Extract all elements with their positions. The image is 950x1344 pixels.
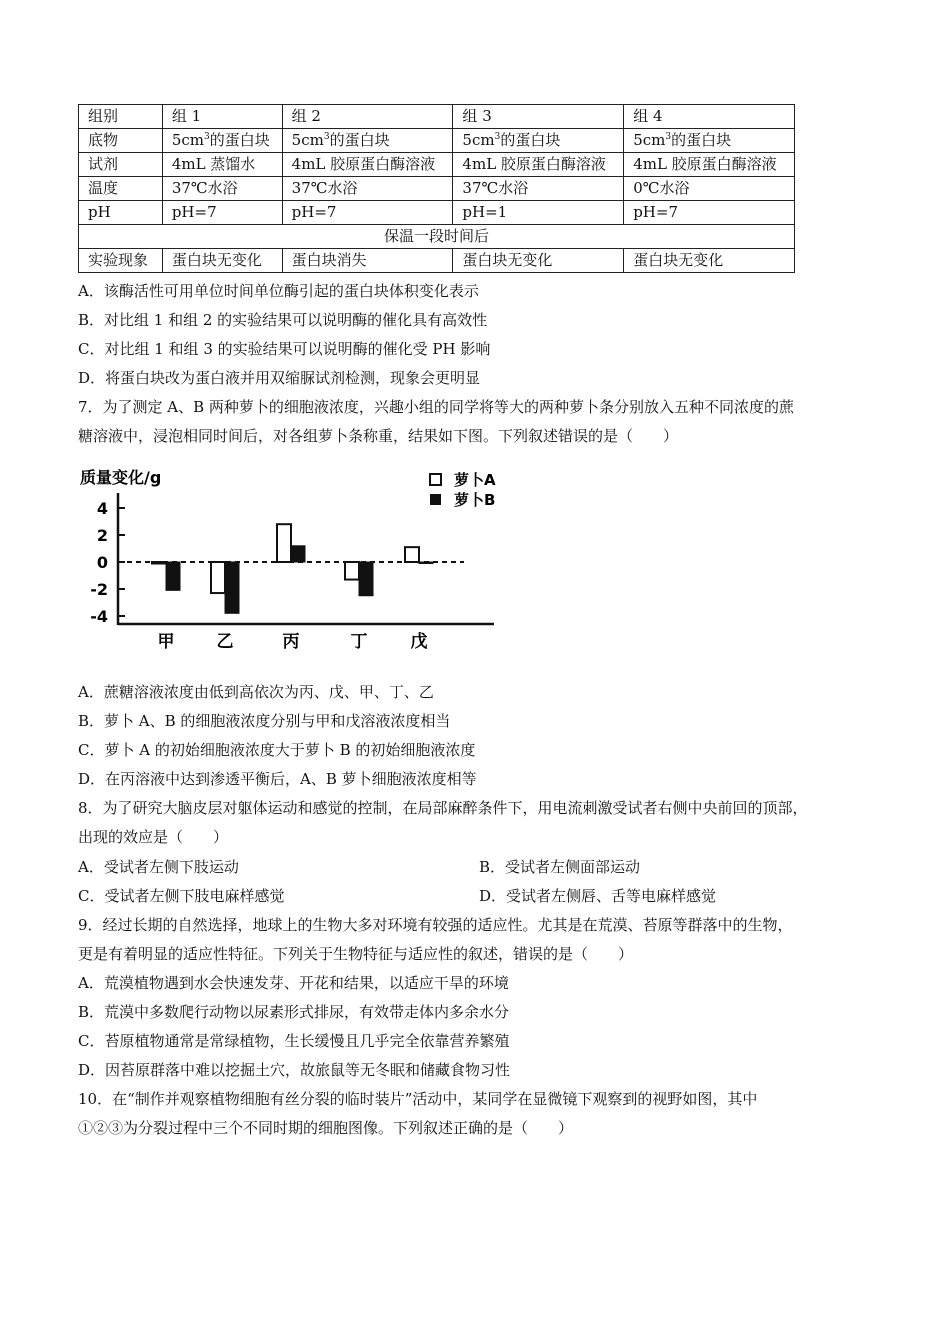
q9-option-d: D．因苔原群落中难以挖掘土穴，故旅鼠等无冬眠和储藏食物习性	[78, 1061, 511, 1079]
table-header-cell: 组 3	[453, 105, 624, 129]
row-label: 试剂	[79, 153, 163, 177]
table-cell: 蛋白块无变化	[453, 249, 624, 273]
table-header-cell: 组 2	[282, 105, 453, 129]
y-tick-label: 4	[96, 499, 108, 518]
q8-option-c: C．受试者左侧下肢电麻样感觉	[78, 887, 285, 905]
table-cell: 0℃水浴	[624, 177, 795, 201]
table-cell: 4mL 蒸馏水	[162, 153, 282, 177]
q9-stem-line2: 更是有着明显的适应性特征。下列关于生物特征与适应性的叙述，错误的是（ ）	[78, 945, 634, 963]
legend-label-a: 萝卜A	[454, 471, 496, 489]
q10-stem-line2: ①②③为分裂过程中三个不同时期的细胞图像。下列叙述正确的是（ ）	[78, 1119, 574, 1137]
bar-radish-a	[405, 547, 419, 562]
q9-option-b: B．荒漠中多数爬行动物以尿素形式排尿，有效带走体内多余水分	[78, 1003, 510, 1021]
q10-stem-line1: 10．在“制作并观察植物细胞有丝分裂的临时装片”活动中，某同学在显微镜下观察到的视野如图，其中	[78, 1090, 758, 1108]
table-row-temperature	[79, 177, 795, 201]
table-cell: pH=7	[162, 201, 282, 225]
row-label: pH	[79, 201, 163, 225]
y-tick-label: 2	[96, 526, 108, 545]
q7-option-a: A．蔗糖溶液浓度由低到高依次为丙、戊、甲、丁、乙	[78, 683, 434, 701]
q9-stem-line1: 9．经过长期的自然选择，地球上的生物大多对环境有较强的适应性。尤其是在荒漠、苔原等群落中的生物，	[78, 916, 793, 934]
bar-radish-b	[291, 546, 305, 562]
q8-option-d: D．受试者左侧唇、舌等电麻样感觉	[479, 887, 717, 905]
legend-label-b: 萝卜B	[454, 491, 496, 509]
x-tick-label: 戊	[410, 632, 428, 652]
bar-radish-a	[345, 562, 359, 580]
table-cell: $5cm^3$的蛋白块	[624, 129, 795, 153]
table-header-cell: 组别	[79, 105, 163, 129]
x-tick-label: 乙	[216, 632, 234, 652]
table-cell: 蛋白块消失	[282, 249, 453, 273]
table-cell: $5cm^3$的蛋白块	[282, 129, 453, 153]
table-row-substrate	[79, 129, 795, 153]
table-cell: 蛋白块无变化	[162, 249, 282, 273]
q6-option-b: B．对比组 1 和组 2 的实验结果可以说明酶的催化具有高效性	[78, 311, 488, 329]
legend-swatch-b	[430, 494, 441, 505]
table-cell: 4mL 胶原蛋白酶溶液	[453, 153, 624, 177]
row-label: 底物	[79, 129, 163, 153]
q8-stem-line1: 8．为了研究大脑皮层对躯体运动和感觉的控制，在局部麻醉条件下，用电流刺激受试者右侧中央前回的顶部，	[78, 799, 808, 817]
bar-radish-b	[359, 562, 373, 596]
experiment-table	[78, 104, 795, 273]
q7-stem-line1: 7．为了测定 A、B 两种萝卜的细胞液浓度，兴趣小组的同学将等大的两种萝卜条分别放入五种不同浓度的蔗	[78, 398, 794, 416]
table-row-reagent	[79, 153, 795, 177]
y-tick-label: -2	[90, 580, 108, 599]
table-row-result	[79, 249, 795, 273]
span-cell: 保温一段时间后	[79, 225, 795, 249]
x-tick-label: 丁	[350, 632, 368, 652]
bar-radish-b	[225, 562, 239, 613]
table-cell: 37℃水浴	[453, 177, 624, 201]
bar-radish-a	[211, 562, 225, 593]
table-cell: 4mL 胶原蛋白酶溶液	[624, 153, 795, 177]
q6-option-a: A．该酶活性可用单位时间单位酶引起的蛋白块体积变化表示	[78, 282, 479, 300]
q9-option-a: A．荒漠植物遇到水会快速发芽、开花和结果，以适应干旱的环境	[78, 974, 509, 992]
q9-option-c: C．苔原植物通常是常绿植物，生长缓慢且几乎完全依靠营养繁殖	[78, 1032, 510, 1050]
bar-radish-b	[419, 562, 433, 564]
table-header-row	[79, 105, 795, 129]
table-cell: $5cm^3$的蛋白块	[162, 129, 282, 153]
table-header-cell: 组 4	[624, 105, 795, 129]
bar-radish-a	[277, 524, 291, 562]
q6-option-d: D．将蛋白块改为蛋白液并用双缩脲试剂检测，现象会更明显	[78, 369, 481, 387]
table-cell: 37℃水浴	[282, 177, 453, 201]
x-tick-label: 甲	[157, 632, 175, 652]
table-cell: 4mL 胶原蛋白酶溶液	[282, 153, 453, 177]
y-ticks	[90, 499, 125, 626]
bars	[152, 524, 433, 613]
table-cell: pH=7	[282, 201, 453, 225]
bar-radish-b	[166, 562, 180, 590]
table-row-ph	[79, 201, 795, 225]
table-cell: pH=7	[624, 201, 795, 225]
chart-ylabel: 质量变化/g	[80, 468, 162, 487]
x-labels	[158, 631, 428, 652]
row-label: 实验现象	[79, 249, 163, 273]
y-tick-label: 0	[96, 553, 108, 572]
q8-option-b: B．受试者左侧面部运动	[479, 858, 641, 876]
q7-option-c: C．萝卜 A 的初始细胞液浓度大于萝卜 B 的初始细胞液浓度	[78, 741, 476, 759]
bar-radish-a	[152, 562, 166, 564]
table-cell: 37℃水浴	[162, 177, 282, 201]
table-cell: 蛋白块无变化	[624, 249, 795, 273]
q7-option-d: D．在丙溶液中达到渗透平衡后，A、B 萝卜细胞液浓度相等	[78, 770, 477, 788]
q8-option-a: A．受试者左侧下肢运动	[78, 858, 239, 876]
x-tick-label: 丙	[282, 632, 300, 652]
table-header-cell: 组 1	[162, 105, 282, 129]
q7-option-b: B．萝卜 A、B 的细胞液浓度分别与甲和戊溶液浓度相当	[78, 712, 451, 730]
q8-stem-line2: 出现的效应是（ ）	[78, 828, 229, 846]
table-cell: $5cm^3$的蛋白块	[453, 129, 624, 153]
table-cell: pH=1	[453, 201, 624, 225]
q7-stem-line2: 糖溶液中，浸泡相同时间后，对各组萝卜条称重，结果如下图。下列叙述错误的是（ ）	[78, 427, 679, 445]
row-label: 温度	[79, 177, 163, 201]
mass-change-chart	[78, 463, 518, 658]
legend-swatch-a	[430, 474, 441, 485]
q6-option-c: C．对比组 1 和组 3 的实验结果可以说明酶的催化受 PH 影响	[78, 340, 491, 358]
table-span-row	[79, 225, 795, 249]
y-tick-label: -4	[90, 607, 108, 626]
